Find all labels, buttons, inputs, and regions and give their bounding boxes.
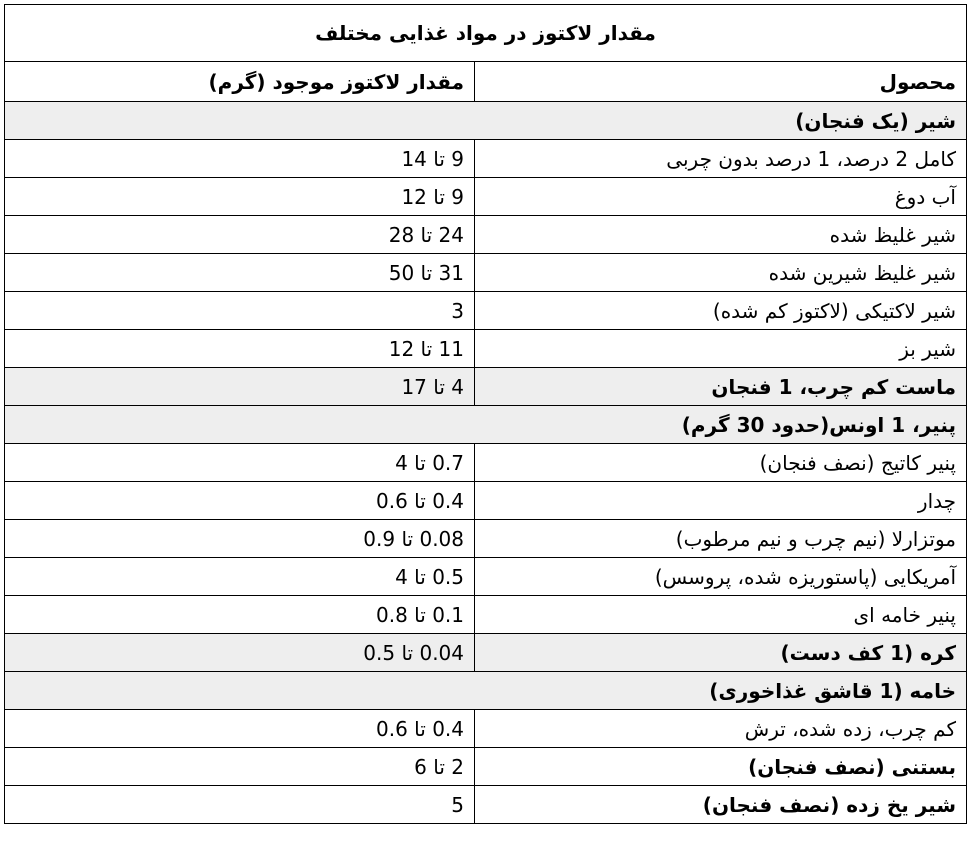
amount-cell: 31 تا 50 (5, 254, 475, 292)
table-row (5, 330, 967, 368)
amount-cell: 9 تا 12 (5, 178, 475, 216)
product-cell: شیر (یک فنجان) (5, 102, 967, 140)
category-row (5, 406, 967, 444)
lactose-table (4, 4, 967, 824)
amount-cell: 5 (5, 786, 475, 824)
product-cell: کامل 2 درصد، 1 درصد بدون چربی (475, 140, 967, 178)
product-cell: شیر لاکتیکی (لاکتوز کم شده) (475, 292, 967, 330)
amount-cell: 9 تا 14 (5, 140, 475, 178)
table-row (5, 786, 967, 824)
product-cell: ماست کم چرب، 1 فنجان (475, 368, 967, 406)
table-row (5, 634, 967, 672)
header-product: محصول (475, 62, 967, 102)
table-body (5, 102, 967, 824)
amount-cell: 24 تا 28 (5, 216, 475, 254)
table-row (5, 710, 967, 748)
title-row (5, 5, 967, 62)
table-row (5, 596, 967, 634)
amount-cell: 0.08 تا 0.9 (5, 520, 475, 558)
table-row (5, 254, 967, 292)
table-row (5, 558, 967, 596)
header-row (5, 62, 967, 102)
amount-cell: 4 تا 17 (5, 368, 475, 406)
table-row (5, 292, 967, 330)
amount-cell: 0.4 تا 0.6 (5, 710, 475, 748)
amount-cell: 0.4 تا 0.6 (5, 482, 475, 520)
table-row (5, 368, 967, 406)
table-row (5, 444, 967, 482)
product-cell: بستنی (نصف فنجان) (475, 748, 967, 786)
product-cell: پنیر خامه ای (475, 596, 967, 634)
table-row (5, 216, 967, 254)
product-cell: شیر بز (475, 330, 967, 368)
table-title: مقدار لاکتوز در مواد غذایی مختلف (5, 5, 967, 62)
product-cell: آمریکایی (پاستوریزه شده، پروسس) (475, 558, 967, 596)
amount-cell: 0.04 تا 0.5 (5, 634, 475, 672)
product-cell: پنیر، 1 اونس(حدود 30 گرم) (5, 406, 967, 444)
product-cell: آب دوغ (475, 178, 967, 216)
category-row (5, 102, 967, 140)
amount-cell: 11 تا 12 (5, 330, 475, 368)
product-cell: شیر غلیظ شیرین شده (475, 254, 967, 292)
table-row (5, 520, 967, 558)
amount-cell: 2 تا 6 (5, 748, 475, 786)
table-row (5, 178, 967, 216)
amount-cell: 0.1 تا 0.8 (5, 596, 475, 634)
header-amount: مقدار لاکتوز موجود (گرم) (5, 62, 475, 102)
product-cell: شیر غلیظ شده (475, 216, 967, 254)
product-cell: موتزارلا (نیم چرب و نیم مرطوب) (475, 520, 967, 558)
table-row (5, 140, 967, 178)
amount-cell: 3 (5, 292, 475, 330)
product-cell: شیر یخ زده (نصف فنجان) (475, 786, 967, 824)
amount-cell: 0.5 تا 4 (5, 558, 475, 596)
product-cell: خامه (1 قاشق غذاخوری) (5, 672, 967, 710)
product-cell: چدار (475, 482, 967, 520)
product-cell: کم چرب، زده شده، ترش (475, 710, 967, 748)
table-row (5, 748, 967, 786)
product-cell: پنیر کاتیج (نصف فنجان) (475, 444, 967, 482)
table-row (5, 482, 967, 520)
product-cell: کره (1 کف دست) (475, 634, 967, 672)
amount-cell: 0.7 تا 4 (5, 444, 475, 482)
category-row (5, 672, 967, 710)
